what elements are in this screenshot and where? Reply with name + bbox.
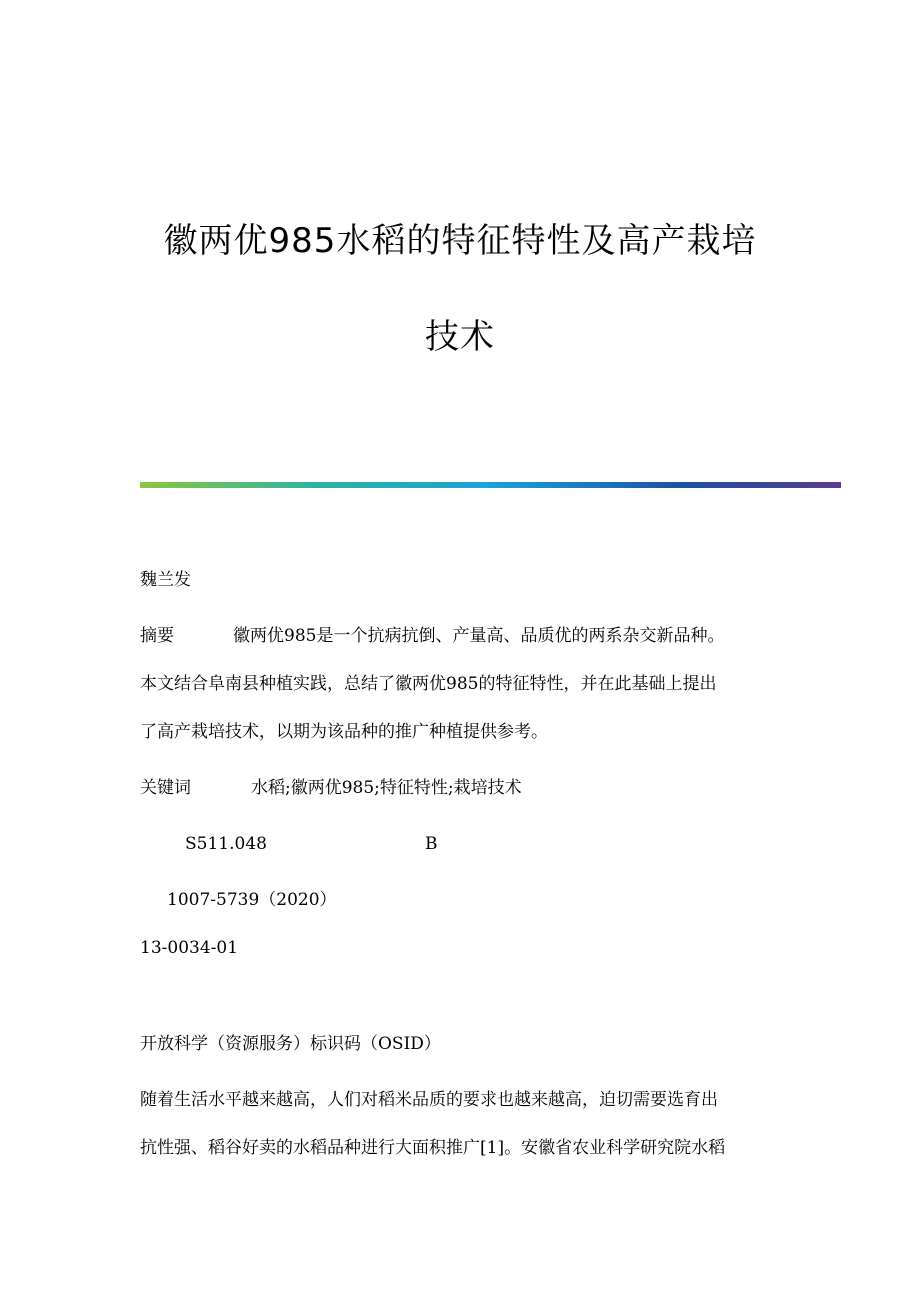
keywords-value: 水稻;徽两优985;特征特性;栽培技术 [251,778,522,798]
osid-label: 开放科学（资源服务）标识码（OSID） [140,1034,441,1054]
title-line-2: 技术 [425,317,495,357]
title-line-1: 徽两优985水稻的特征特性及高产栽培 [163,221,757,261]
author: 魏兰发 [140,570,191,590]
abstract-line-1: 徽两优985是一个抗病抗倒、产量高、品质优的两系杂交新品种。 [233,626,725,646]
clc-number: S511.048 [185,834,267,854]
abstract-label: 摘要 [140,626,174,646]
gradient-divider [140,482,841,488]
body-line-2: 抗性强、稻谷好卖的水稻品种进行大面积推广[1]。安徽省农业科学研究院水稻 [140,1138,726,1158]
issn-year: 1007-5739（2020） [167,890,337,910]
keywords-label: 关键词 [140,778,191,798]
abstract-line-3: 了高产栽培技术，以期为该品种的推广种植提供参考。 [140,722,548,742]
abstract-line-2: 本文结合阜南县种植实践，总结了徽两优985的特征特性，并在此基础上提出 [140,674,717,694]
document-code: B [425,834,438,854]
article-number: 13-0034-01 [140,938,239,958]
body-line-1: 随着生活水平越来越高，人们对稻米品质的要求也越来越高，迫切需要选育出 [140,1090,718,1110]
